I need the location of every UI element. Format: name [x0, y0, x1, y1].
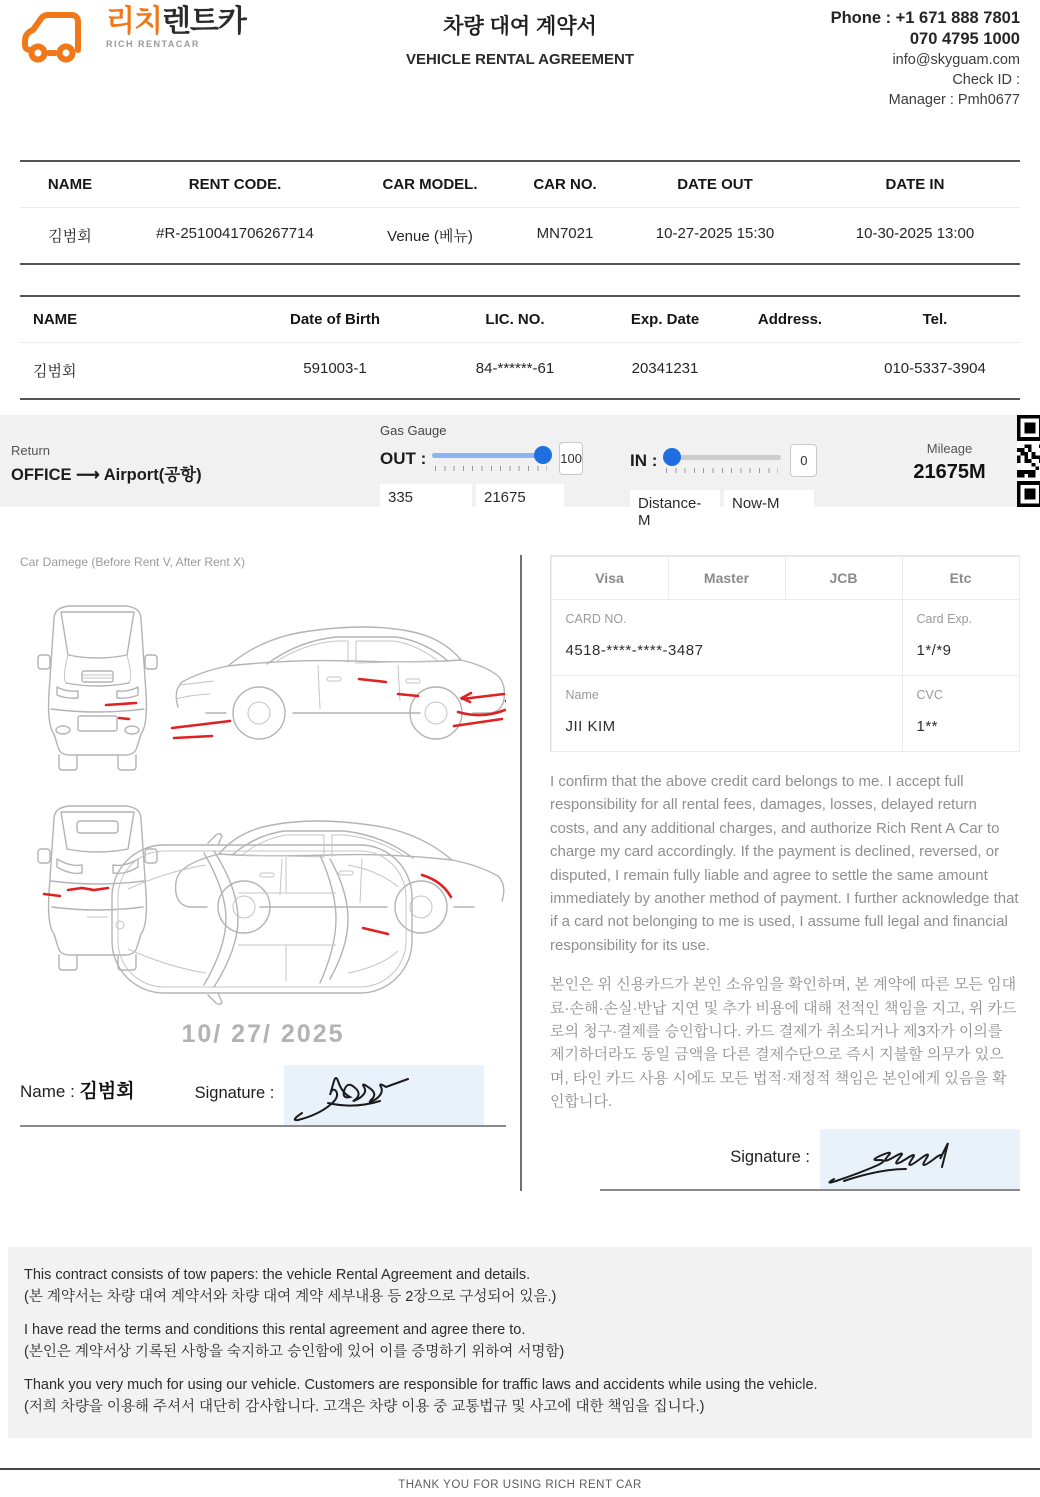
- telephone: 010-5337-3904: [884, 360, 986, 377]
- slider-ticks: [435, 466, 547, 471]
- date-out: 10-27-2025 15:30: [655, 225, 775, 242]
- gauge-band-gray: [0, 415, 1017, 529]
- card-exp-cell: [902, 599, 1020, 676]
- date-in: 10-30-2025 13:00: [855, 225, 975, 242]
- renter-name: 김범회: [48, 228, 92, 245]
- card-exp-label: Card Exp.: [916, 611, 973, 626]
- damage-mark: [106, 703, 136, 705]
- note-korean: (본인은 계약서상 기록된 사항을 숙지하고 승인함에 있어 이를 증명하기 위하여 서명함): [24, 1344, 565, 1361]
- renter-name-value: 김범회: [79, 1081, 135, 1102]
- slider-ticks: [666, 468, 778, 473]
- card-cvc-label: CVC: [916, 687, 943, 702]
- note-korean: (본 계약서는 차량 대여 계약서와 차량 대여 계약 세부내용 등 2장으로 구성되어 있음.): [24, 1289, 557, 1306]
- note-english: Thank you very much for using our vehicle. Customers are responsible for traffic laws and accidents while using the vehicle.: [24, 1377, 818, 1394]
- car-rear-view: [38, 806, 157, 970]
- driver-table-header: [20, 297, 1020, 343]
- distance-m-input[interactable]: Distance-M: [630, 490, 720, 517]
- card-type-visa[interactable]: Visa: [551, 556, 669, 600]
- column-divider: [520, 555, 522, 1191]
- phone-secondary: 070 4795 1000: [909, 30, 1020, 48]
- signature-label: Signature :: [730, 1148, 810, 1167]
- note-group: [24, 1319, 1016, 1363]
- col-header: CAR MODEL.: [382, 176, 478, 193]
- return-label: Return: [11, 443, 51, 458]
- gas-in-label: IN :: [630, 450, 658, 470]
- gas-in-value[interactable]: 0: [790, 444, 817, 477]
- col-header: LIC. NO.: [485, 311, 545, 328]
- name-label: Name : 김범회: [20, 1081, 135, 1102]
- damage-mark: [462, 693, 504, 702]
- gauge-band: [0, 415, 1040, 529]
- address: [730, 343, 850, 398]
- manager: Manager : Pmh0677: [888, 92, 1020, 108]
- odometer-input[interactable]: 21675: [476, 484, 564, 511]
- col-header: NAME: [47, 176, 93, 193]
- card-exp-value[interactable]: 1*/*9: [916, 641, 952, 659]
- note-group: [24, 1374, 1016, 1418]
- title-korean: 차량 대여 계약서: [443, 15, 597, 38]
- card-holder-cell: [551, 675, 903, 752]
- gas-in-slider[interactable]: [663, 448, 781, 466]
- car-damage-title: Car Damege (Before Rent V, After Rent X): [20, 555, 245, 569]
- car-model: Venue (베뉴): [387, 228, 473, 245]
- rent-code: #R-2510041706267714: [156, 225, 314, 242]
- col-header: Exp. Date: [630, 311, 700, 328]
- card-confirmation-korean: 본인은 위 신용카드가 본인 소유임을 확인하며, 본 계약에 따른 모든 임대료·손해·손실·반납 지연 및 추가 비용에 대해 전적인 책임을 지고, 위 카드로의 청구·결제를 승인합니다. 카드 결제가 취소되거나 제3자가 이의를 제기하더라도 동일 금액을 다른 결제수단으로 즉시 지불할 의무가 있으며, 타인 카드 사용 시에도 모든 법적·재정적 책임은 본인에게 있음을 확인합니다.: [550, 976, 1017, 1111]
- card-confirmation-english: I confirm that the above credit card belongs to me. I accept full responsibility for all rental fees, damages, losses, delayed return costs, and any additional charges, and authorize Rich Rent A Car to charge my card accordingly. If the payment is declined, reversed, or disputed, I remain fully liable and agree to settle the same amount immediately by another method of payment. I further acknowledge that if a card not belonging to me is used, I assume full legal and financial responsibility for its use.: [550, 773, 1019, 954]
- gas-gauge-in-block: [630, 423, 880, 529]
- col-header: Date of Birth: [290, 311, 380, 328]
- agreement-date: 10/ 27/ 2025: [181, 1020, 345, 1048]
- col-header: Tel.: [922, 311, 948, 328]
- card-type-etc[interactable]: Etc: [902, 556, 1020, 600]
- driver-name: 김범회: [33, 363, 77, 380]
- check-id: Check ID :: [952, 72, 1020, 88]
- card-holder-value[interactable]: JII KIM: [565, 717, 616, 735]
- note-english: This contract consists of tow papers: the vehicle Rental Agreement and details.: [24, 1267, 531, 1284]
- driver-table-row: [20, 343, 1020, 398]
- mileage-block: [892, 423, 1007, 499]
- damage-mark: [398, 694, 418, 696]
- phone-primary: Phone : +1 671 888 7801: [830, 9, 1020, 27]
- card-signature-pad[interactable]: [820, 1129, 1020, 1189]
- return-route: OFFICE ⟶ Airport(공항): [11, 466, 202, 484]
- col-header: NAME: [33, 311, 78, 328]
- qr-code: [1017, 415, 1040, 507]
- return-info: [10, 423, 380, 499]
- card-signature-row: [600, 1129, 1020, 1191]
- rental-table-header: [20, 162, 1020, 208]
- distance-input[interactable]: 335: [380, 484, 472, 511]
- logo-subtitle: RICH RENTACAR: [106, 39, 200, 49]
- car-front-view: [38, 606, 157, 770]
- note-korean: (저희 차량을 이용해 주셔서 대단히 감사합니다. 고객은 차량 이용 중 교통법규 및 사고에 대한 책임을 집니다.): [24, 1399, 705, 1416]
- mileage-label: Mileage: [926, 441, 973, 456]
- credit-card-section: [534, 555, 1020, 1191]
- card-number-value[interactable]: 4518-****-****-3487: [565, 641, 704, 659]
- col-header: CAR NO.: [533, 176, 597, 193]
- date-of-birth: 591003-1: [303, 360, 367, 377]
- rental-info-table: [20, 160, 1020, 265]
- thank-you-note: THANK YOU FOR USING RICH RENT CAR: [398, 1479, 642, 1492]
- title-english: VEHICLE RENTAL AGREEMENT: [405, 51, 635, 68]
- car-damage-diagram[interactable]: [20, 579, 506, 1007]
- renter-signature-row: [20, 1065, 506, 1127]
- bottom-strip: [0, 1468, 1040, 1497]
- note-english: I have read the terms and conditions this rental agreement and agree there to.: [24, 1322, 526, 1339]
- gas-out-label: OUT :: [380, 448, 427, 468]
- main-content: [20, 555, 1020, 1191]
- damage-mark: [174, 736, 212, 738]
- contact-info: [831, 8, 1020, 110]
- license-number: 84-******-61: [475, 360, 555, 377]
- rental-table-row: [20, 208, 1020, 263]
- note-group: [24, 1264, 1016, 1308]
- signature-label: Signature :: [194, 1084, 275, 1102]
- now-m-input[interactable]: Now-M: [724, 490, 814, 517]
- card-number-label: CARD NO.: [565, 611, 627, 626]
- card-cvc-cell: [902, 675, 1020, 752]
- gas-out-value[interactable]: 100: [559, 442, 583, 475]
- contract-notes: [8, 1247, 1032, 1438]
- car-damage-section: [20, 555, 506, 1191]
- email: info@skyguam.com: [892, 52, 1020, 68]
- card-holder-label: Name: [565, 687, 599, 702]
- damage-mark: [44, 894, 60, 896]
- col-header: DATE OUT: [677, 176, 753, 193]
- card-type-jcb[interactable]: JCB: [785, 556, 903, 600]
- col-header: DATE IN: [885, 176, 945, 193]
- card-info-table: [550, 555, 1020, 752]
- damage-mark: [172, 721, 230, 728]
- car-side-left-view: [172, 627, 506, 739]
- renter-signature-pad[interactable]: [284, 1065, 484, 1125]
- col-header: RENT CODE.: [188, 176, 282, 193]
- logo-korean-name: 리치렌트카: [106, 5, 246, 38]
- damage-mark: [359, 679, 386, 682]
- license-exp-date: 20341231: [631, 360, 699, 377]
- card-number-cell: [551, 599, 903, 676]
- gas-gauge-label: Gas Gauge: [380, 423, 447, 438]
- car-number: MN7021: [536, 225, 594, 242]
- damage-mark: [119, 718, 129, 719]
- gas-gauge-out-block: [380, 423, 582, 506]
- mileage-value: 21675M: [913, 461, 986, 483]
- card-type-master[interactable]: Master: [668, 556, 786, 600]
- damage-mark: [363, 928, 388, 934]
- card-cvc-value[interactable]: 1**: [916, 717, 939, 735]
- gas-out-slider[interactable]: [432, 446, 550, 464]
- driver-info-table: [20, 295, 1020, 400]
- col-header: Address.: [757, 311, 823, 328]
- damage-mark: [68, 888, 108, 890]
- header: [0, 0, 1040, 150]
